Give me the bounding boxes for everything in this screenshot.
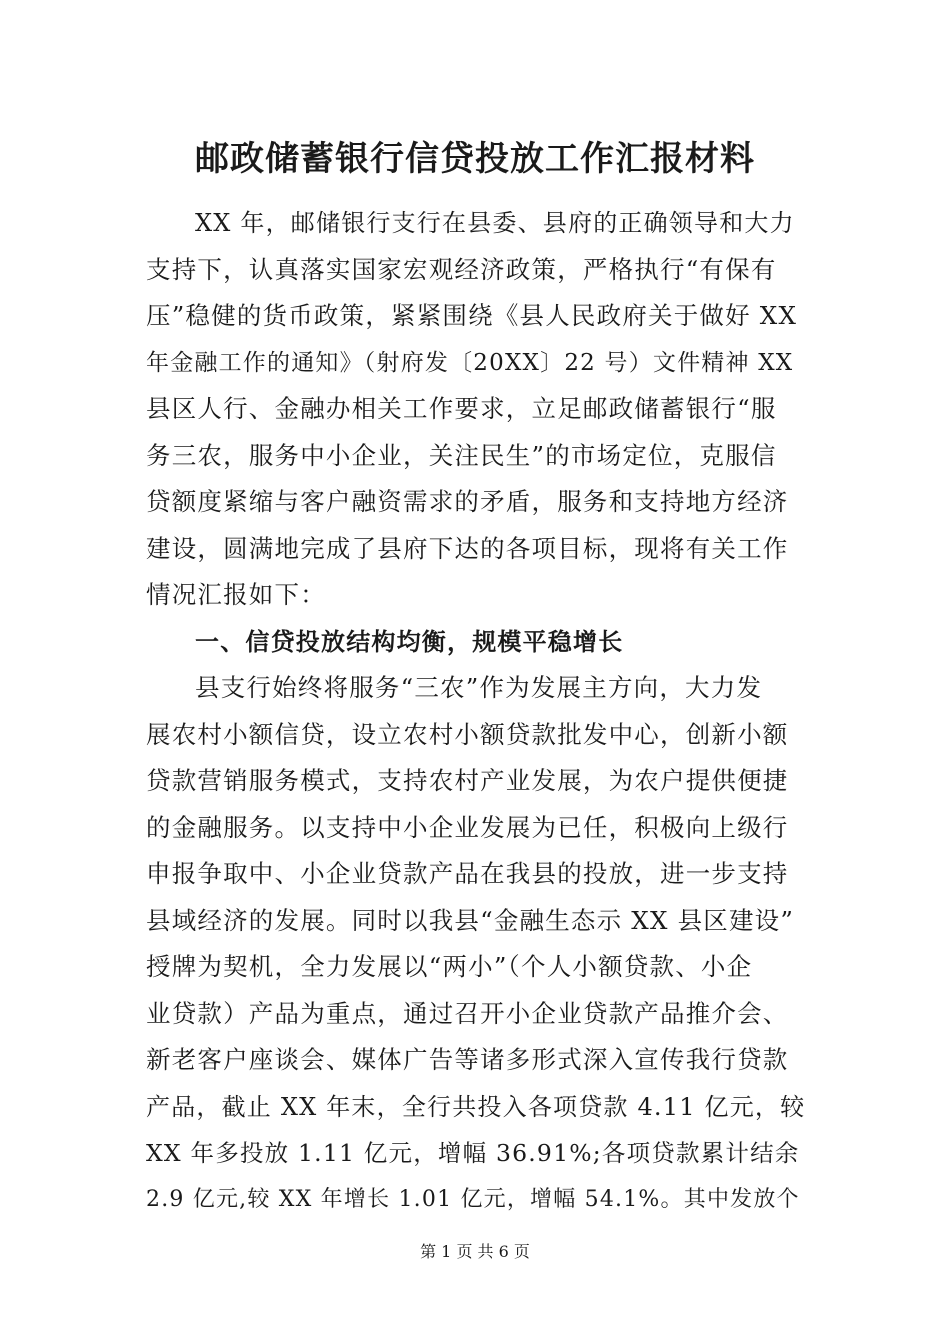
body-line: 年金融工作的通知》（射府发〔20XX〕22 号）文件精神 XX — [146, 349, 794, 376]
body-line: 的金融服务。以支持中小企业发展为已任，积极向上级行 — [146, 812, 789, 842]
document-title: 邮政储蓄银行信贷投放工作汇报材料 — [195, 139, 755, 179]
body-line: 情况汇报如下： — [146, 580, 326, 609]
body-line: 新老客户座谈会、媒体广告等诸多形式深入宣传我行贷款 — [146, 1045, 789, 1074]
body-line: 展农村小额信贷，设立农村小额贷款批发中心，创新小额 — [146, 719, 789, 749]
body-line: 压”稳健的货币政策，紧紧围绕《县人民政府关于做好 XX — [146, 301, 798, 330]
body-line: 业贷款）产品为重点，通过召开小企业贷款产品推介会、 — [146, 998, 789, 1028]
body-line: 县支行始终将服务“三农”作为发展主方向，大力发 — [195, 673, 763, 702]
body-line: 建设，圆满地完成了县府下达的各项目标，现将有关工作 — [146, 533, 789, 563]
body-line: 贷款营销服务模式，支持农村产业发展，为农户提供便捷 — [146, 766, 789, 795]
body-line: 产品，截止 XX 年末，全行共投入各项贷款 4.11 亿元，较 — [146, 1092, 806, 1121]
section-heading: 一、信贷投放结构均衡，规模平稳增长 — [195, 627, 624, 656]
body-line: 申报争取中、小企业贷款产品在我县的投放，进一步支持 — [146, 859, 789, 888]
document-body — [146, 200, 806, 1223]
page-footer: 第 1 页 共 6 页 — [420, 1242, 530, 1261]
body-line: 授牌为契机，全力发展以“两小”（个人小额贷款、小企 — [146, 952, 753, 981]
body-line: 支持下，认真落实国家宏观经济政策，严格执行“有保有 — [146, 254, 777, 284]
body-line: 2.9 亿元,较 XX 年增长 1.01 亿元，增幅 54.1%。其中发放个 — [146, 1186, 800, 1212]
body-line: 务三农，服务中小企业，关注民生”的市场定位，克服信 — [146, 440, 777, 470]
body-line: 县域经济的发展。同时以我县“金融生态示 XX 县区建设” — [146, 905, 795, 935]
body-line: 县区人行、金融办相关工作要求，立足邮政储蓄银行“服 — [146, 394, 777, 423]
body-line: XX 年多投放 1.11 亿元，增幅 36.91%;各项贷款累计结余 — [146, 1139, 800, 1167]
body-line: 贷额度紧缩与客户融资需求的矛盾，服务和支持地方经济 — [146, 487, 789, 516]
body-line: XX 年，邮储银行支行在县委、县府的正确领导和大力 — [195, 209, 795, 237]
